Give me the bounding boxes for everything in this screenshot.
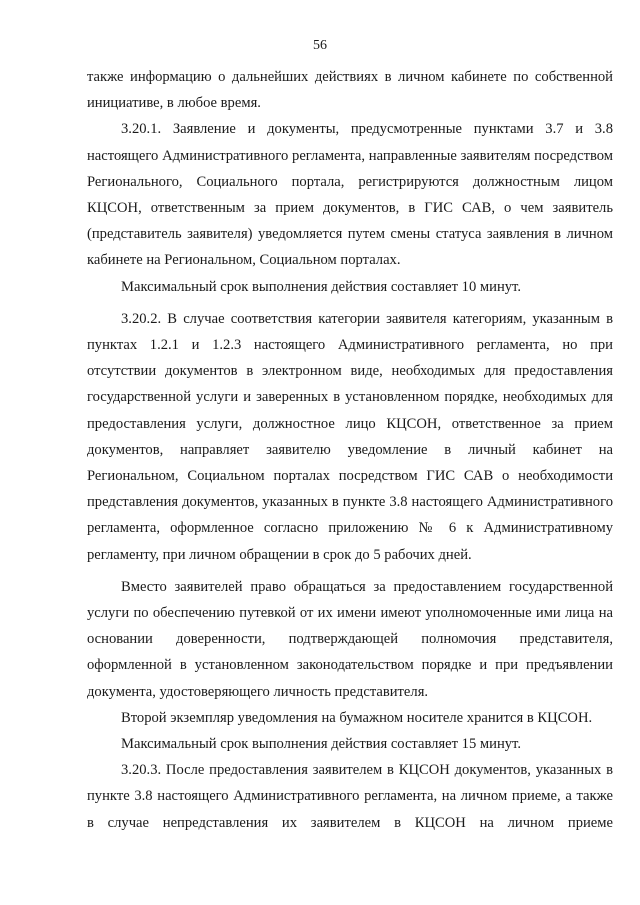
paragraph-time-limit-15: Максимальный срок выполнения действия составляет 15 минут. [121, 736, 521, 753]
paragraph-representatives: Вместо заявителей право обращаться за предоставлением государственной услуги по обеспечению путевкой от их имени имеют уполномоченные ими лица на основании доверенности, подтверждающей полномочия представителя, оформленной в установленном законодательством порядке и при предъявлении документа, удостоверяющего личность представителя. [87, 578, 613, 700]
paragraph-3-20-2: 3.20.2. В случае соответствия категории заявителя категориям, указанным в пунктах 1.2.1 и 1.2.3 настоящего Административного регламента, но при отсутствии документов в электронном виде, необходимых для предоставления государственной услуги и заверенных в установленном порядке, необходимых для предоставления услуги, должностное лицо КЦСОН, ответственное за прием документов, направляет заявителю уведомление в личный кабинет на Региональном, Социальном порталах посредством ГИС САВ о необходимости представления документов, указанных в пункте 3.8 настоящего Административного регламента, оформленное согласно приложению № 6 к Административному регламенту, при личном обращении в срок до 5 рабочих дней. [87, 310, 613, 563]
page-number: 56 [313, 38, 327, 53]
paragraph-continuation: также информацию о дальнейших действиях в личном кабинете по собственной инициативе, в любое время. [87, 69, 613, 112]
paragraph-3-20-3: 3.20.3. После предоставления заявителем в КЦСОН документов, указанных в пункте 3.8 настоящего Административного регламента, на личном приеме, а также в случае непредставления их заявителем в КЦСОН на личном приеме [87, 762, 613, 831]
paragraph-second-copy: Второй экземпляр уведомления на бумажном носителе хранится в КЦСОН. [121, 709, 593, 726]
paragraph-3-20-1: 3.20.1. Заявление и документы, предусмотренные пунктами 3.7 и 3.8 настоящего Административного регламента, направленные заявителям посредством Регионального, Социального портала, регистрируются должностным лицом КЦСОН, ответственным за прием документов, в ГИС САВ, о чем заявитель (представитель заявителя) уведомляется путем смены статуса заявления в личном кабинете на Региональном, Социальном порталах. [87, 121, 613, 269]
paragraph-time-limit-10: Максимальный срок выполнения действия составляет 10 минут. [121, 278, 521, 295]
document-body [87, 64, 613, 836]
